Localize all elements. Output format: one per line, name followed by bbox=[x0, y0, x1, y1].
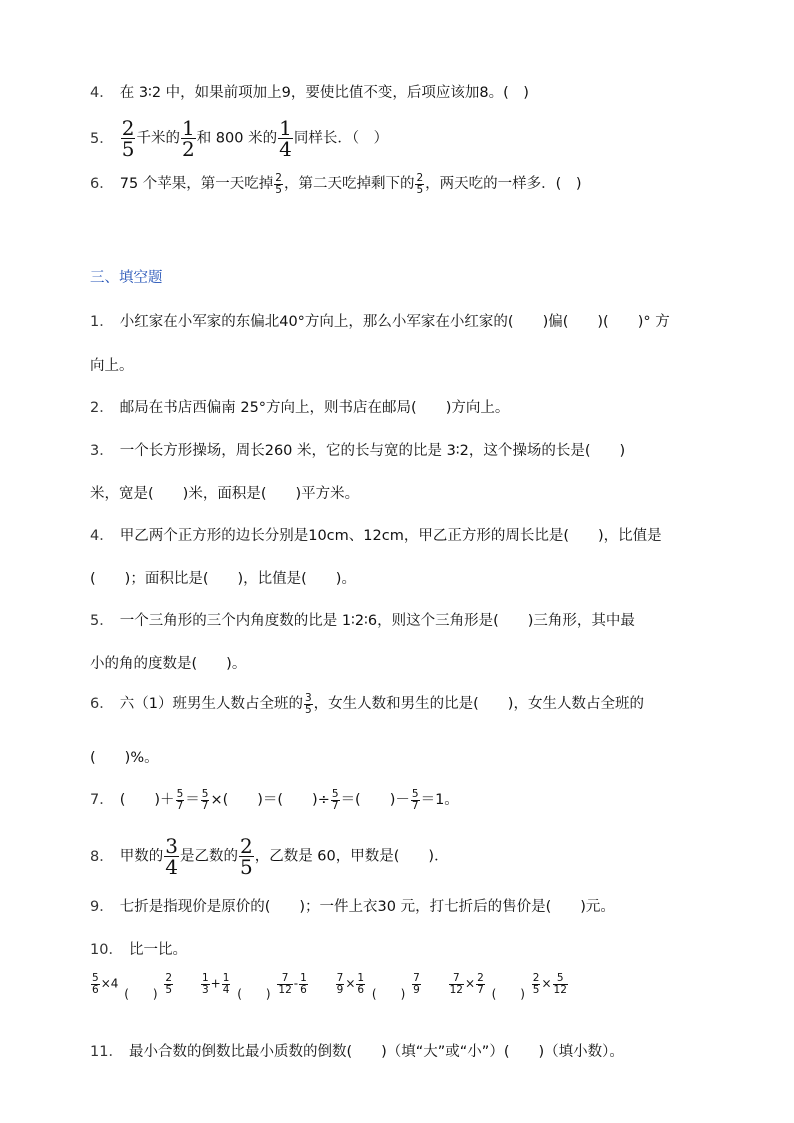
question-number: 6． bbox=[90, 176, 114, 192]
question-text: ＝1。 bbox=[420, 792, 459, 808]
fill-question-7 bbox=[90, 788, 459, 811]
denominator: 5 bbox=[165, 983, 173, 996]
numerator: 2 bbox=[165, 972, 173, 984]
fill-question-6-line2: ( )%。 bbox=[90, 750, 159, 766]
fraction bbox=[278, 118, 293, 159]
denominator: 4 bbox=[222, 983, 230, 996]
question-number: 11． bbox=[90, 1044, 123, 1060]
fraction bbox=[304, 693, 313, 715]
numerator: 2 bbox=[477, 972, 484, 984]
question-text: ，两天吃的一样多．( ) bbox=[425, 176, 582, 192]
denominator: 4 bbox=[165, 855, 178, 879]
section-heading: 三、填空题 bbox=[90, 270, 163, 286]
operator: ×4 bbox=[100, 976, 119, 991]
denominator: 12 bbox=[278, 983, 292, 996]
judge-question-4 bbox=[90, 81, 529, 102]
question-number: 4． bbox=[90, 528, 114, 544]
fraction bbox=[277, 973, 292, 995]
numerator: 7 bbox=[452, 972, 460, 984]
compare-blank[interactable]: ( ) bbox=[237, 986, 271, 1001]
numerator: 1 bbox=[201, 972, 209, 984]
compare-blank[interactable]: ( ) bbox=[124, 986, 158, 1001]
fraction bbox=[201, 973, 210, 995]
numerator: 7 bbox=[413, 972, 420, 984]
denominator: 2 bbox=[181, 137, 195, 161]
numerator: 1 bbox=[300, 972, 307, 984]
question-number: 6． bbox=[90, 696, 114, 712]
operator: + bbox=[210, 976, 221, 991]
denominator: 7 bbox=[331, 799, 339, 812]
numerator: 5 bbox=[176, 788, 184, 800]
fraction bbox=[415, 173, 424, 195]
fill-question-4 bbox=[90, 524, 662, 545]
question-text: ＝( )－ bbox=[340, 792, 410, 808]
question-text: ＝ bbox=[185, 792, 200, 808]
fill-question-3 bbox=[90, 439, 625, 460]
denominator: 3 bbox=[201, 983, 209, 996]
denominator: 5 bbox=[121, 137, 135, 161]
question-number: 5． bbox=[90, 613, 114, 629]
compare-item-4 bbox=[448, 972, 569, 1001]
compare-row bbox=[90, 972, 569, 1001]
fraction bbox=[356, 973, 365, 995]
denominator: 7 bbox=[201, 799, 209, 812]
question-text: 甲乙两个正方形的边长分别是10cm、12cm，甲乙正方形的周长比是( )，比值是 bbox=[119, 528, 662, 544]
fill-question-1-line2: 向上。 bbox=[90, 358, 134, 374]
fraction bbox=[201, 789, 210, 811]
numerator: 5 bbox=[92, 972, 99, 984]
fraction bbox=[164, 836, 179, 877]
question-text: 千米的 bbox=[136, 130, 180, 147]
question-text: 比一比。 bbox=[128, 942, 187, 958]
numerator: 5 bbox=[411, 788, 419, 800]
fill-question-1 bbox=[90, 310, 670, 331]
compare-item-3 bbox=[335, 972, 422, 1001]
fraction bbox=[532, 973, 541, 995]
question-text: 六（1）班男生人数占全班的 bbox=[119, 696, 303, 712]
denominator: 7 bbox=[411, 799, 419, 812]
fill-question-10 bbox=[90, 938, 187, 959]
denominator: 5 bbox=[416, 183, 424, 196]
fraction bbox=[181, 118, 196, 159]
question-number: 4． bbox=[90, 85, 114, 101]
denominator: 6 bbox=[357, 983, 365, 996]
question-text: 七折是指现价是原价的( )；一件上衣30 元，打七折后的售价是( )元。 bbox=[119, 899, 615, 915]
judge-question-5 bbox=[90, 118, 388, 159]
fraction bbox=[274, 173, 283, 195]
denominator: 12 bbox=[553, 983, 567, 996]
question-text: ，第二天吃掉剩下的 bbox=[283, 176, 415, 192]
question-text: 同样长．（ ） bbox=[293, 130, 389, 147]
question-number: 9． bbox=[90, 899, 114, 915]
denominator: 6 bbox=[92, 983, 99, 996]
fraction bbox=[449, 973, 464, 995]
fraction bbox=[91, 973, 100, 995]
numerator: 2 bbox=[121, 116, 135, 140]
numerator: 2 bbox=[239, 834, 253, 858]
question-text: 小红家在小军家的东偏北40°方向上，那么小军家在小红家的( )偏( )( )° 方 bbox=[119, 314, 670, 330]
question-text: 最小合数的倒数比最小质数的倒数( )（填“大”或“小”）( )（填小数）。 bbox=[128, 1044, 624, 1060]
fraction bbox=[336, 973, 345, 995]
question-number: 10． bbox=[90, 942, 123, 958]
question-text: ，女生人数和男生的比是( )，女生人数占全班的 bbox=[313, 696, 644, 712]
denominator: 5 bbox=[239, 855, 253, 879]
numerator: 7 bbox=[281, 972, 289, 984]
fill-question-9 bbox=[90, 895, 615, 916]
question-number: 2． bbox=[90, 400, 114, 416]
numerator: 1 bbox=[222, 972, 230, 984]
fraction bbox=[476, 973, 485, 995]
denominator: 9 bbox=[413, 983, 420, 996]
fill-question-6 bbox=[90, 692, 644, 715]
denominator: 7 bbox=[176, 799, 184, 812]
question-text: ( )＋ bbox=[119, 792, 175, 808]
denominator: 6 bbox=[300, 983, 307, 996]
denominator: 5 bbox=[304, 703, 312, 716]
fill-question-2 bbox=[90, 396, 509, 417]
question-text: 是乙数的 bbox=[179, 848, 238, 865]
question-text: 一个三角形的三个内角度数的比是 1∶2∶6，则这个三角形是( )三角形，其中最 bbox=[119, 613, 635, 629]
fraction bbox=[331, 789, 340, 811]
question-number: 5． bbox=[90, 130, 114, 147]
compare-blank[interactable]: ( ) bbox=[491, 986, 525, 1001]
denominator: 7 bbox=[477, 983, 484, 996]
numerator: 2 bbox=[416, 172, 424, 184]
question-number: 8． bbox=[90, 848, 114, 865]
question-number: 3． bbox=[90, 443, 114, 459]
operator: × bbox=[345, 976, 356, 991]
fraction bbox=[299, 973, 308, 995]
fraction bbox=[239, 836, 254, 877]
question-text: 和 800 米的 bbox=[196, 130, 278, 147]
denominator: 5 bbox=[275, 183, 282, 196]
operator: × bbox=[541, 976, 552, 991]
question-text: ，乙数是 60，甲数是( )． bbox=[254, 848, 449, 865]
fraction bbox=[222, 973, 231, 995]
numerator: 3 bbox=[304, 692, 312, 704]
numerator: 1 bbox=[181, 116, 195, 140]
numerator: 5 bbox=[201, 788, 209, 800]
compare-item-2 bbox=[200, 972, 309, 1001]
fill-question-5 bbox=[90, 609, 635, 630]
compare-blank[interactable]: ( ) bbox=[371, 986, 406, 1001]
question-text: 在 3∶2 中，如果前项加上9，要使比值不变，后项应该加8。( ) bbox=[119, 85, 529, 101]
fraction bbox=[176, 789, 185, 811]
fraction bbox=[411, 789, 420, 811]
numerator: 2 bbox=[532, 972, 540, 984]
numerator: 1 bbox=[279, 116, 292, 140]
question-text: 甲数的 bbox=[119, 848, 164, 865]
question-number: 1． bbox=[90, 314, 114, 330]
numerator: 1 bbox=[357, 972, 365, 984]
compare-item-1 bbox=[90, 972, 174, 1001]
question-number: 7． bbox=[90, 792, 114, 808]
denominator: 12 bbox=[449, 983, 463, 996]
numerator: 5 bbox=[331, 788, 339, 800]
fill-question-4-line2: ( )；面积比是( )，比值是( )。 bbox=[90, 571, 356, 587]
fraction bbox=[412, 973, 421, 995]
fill-question-5-line2: 小的角的度数是( )。 bbox=[90, 656, 247, 672]
fraction bbox=[553, 973, 568, 995]
fraction bbox=[164, 973, 173, 995]
numerator: 7 bbox=[336, 972, 344, 984]
denominator: 5 bbox=[532, 983, 540, 996]
question-text: 75 个苹果，第一天吃掉 bbox=[119, 176, 274, 192]
fill-question-11 bbox=[90, 1040, 624, 1061]
denominator: 9 bbox=[336, 983, 344, 996]
fill-question-3-line2: 米，宽是( )米，面积是( )平方米。 bbox=[90, 486, 360, 502]
numerator: 3 bbox=[165, 834, 178, 858]
numerator: 2 bbox=[275, 172, 282, 184]
fraction bbox=[121, 118, 136, 159]
question-text: 一个长方形操场，周长260 米，它的长与宽的比是 3∶2，这个操场的长是( ) bbox=[119, 443, 626, 459]
operator: × bbox=[465, 976, 476, 991]
denominator: 4 bbox=[279, 137, 292, 161]
question-text: ×( )＝( )÷ bbox=[210, 792, 330, 808]
fill-question-8 bbox=[90, 836, 449, 877]
judge-question-6 bbox=[90, 172, 582, 195]
operator: - bbox=[293, 976, 299, 991]
question-text: 邮局在书店西偏南 25°方向上，则书店在邮局( )方向上。 bbox=[119, 400, 510, 416]
numerator: 5 bbox=[556, 972, 564, 984]
